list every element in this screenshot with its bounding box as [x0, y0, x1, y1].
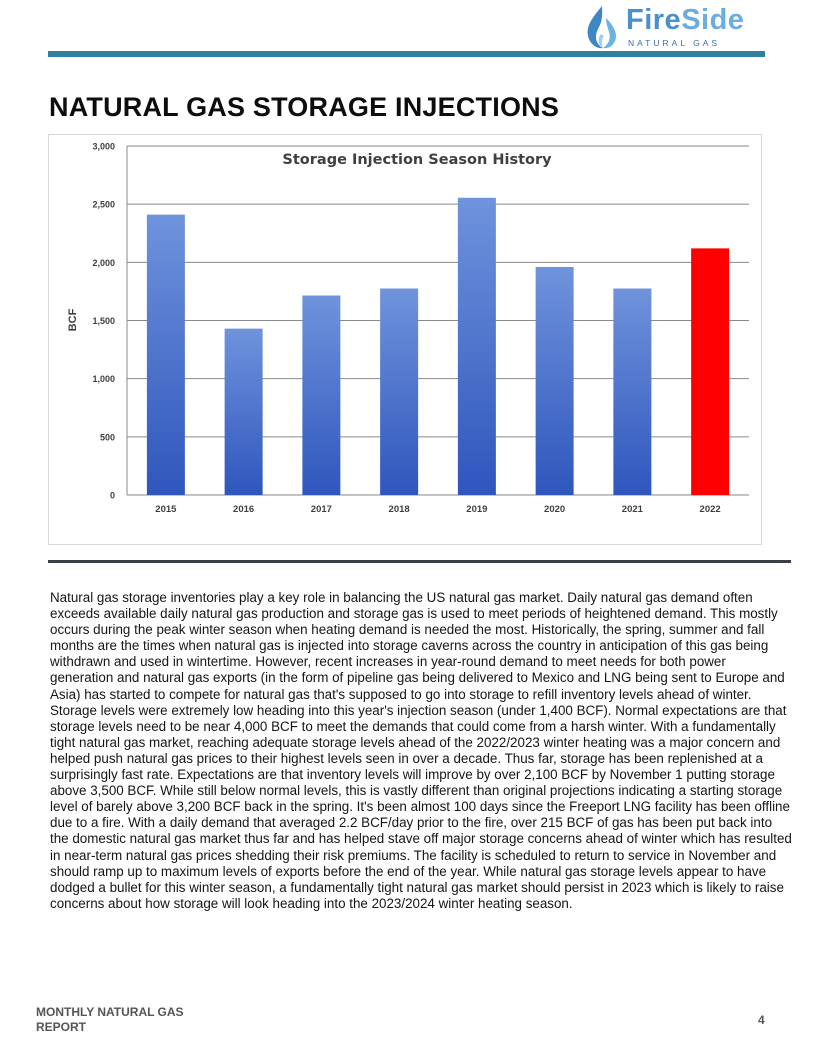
bar	[536, 267, 574, 495]
page-number: 4	[758, 1013, 765, 1027]
x-tick-label: 2015	[155, 504, 177, 515]
bar	[613, 289, 651, 495]
y-tick-label: 500	[99, 432, 115, 443]
logo-wordmark: FireSide	[626, 4, 745, 36]
x-tick-label: 2019	[466, 504, 488, 515]
y-tick-label: 1,500	[92, 316, 115, 326]
y-tick-label: 1,000	[92, 374, 115, 385]
logo-tagline: NATURAL GAS	[628, 38, 721, 48]
article-body: Natural gas storage inventories play a key role in balancing the US natural gas market. Daily natural gas demand often exceeds available daily natural gas production and storage gas is used to meet periods of heightened demand. This mostly occurs during the peak winter season when heating demand is needed the most. Historically, the spring, summer and fall months are the times when natural gas is injected into storage caverns across the country in anticipation of this gas being withdrawn and used in wintertime. However, recent increases in year-round demand to meet needs for both power generation and natural gas exports (in the form of pipeline gas being delivered to Mexico and LNG being sent to Europe and Asia) has started to compete for natural gas that's supposed to go into storage to refill inventory levels ahead of winter. Storage levels were extremely low heading into this year's injection season (under 1,400 BCF). Normal expectations are that storage levels need to be near 4,000 BCF to meet the demands that could come from a harsh winter. With a fundamentally tight natural gas market, reaching adequate storage levels ahead of the 2022/2023 winter heating was a major concern and helped push natural gas prices to their highest levels seen in over a decade. Thus far, storage has been replenished at a surprisingly fast rate. Expectations are that inventory levels will improve by over 2,100 BCF by November 1 putting storage above 3,500 BCF. While still below normal levels, this is vastly different than original projections indicating a starting storage level of barely above 3,200 BCF back in the spring. It's been almost 100 days since the Freeport LNG facility has been offline due to a fire. With a daily demand that averaged 2.2 BCF/day prior to the fire, over 215 BCF of gas has been put back into the domestic natural gas market thus far and has helped stave off major storage concerns ahead of winter which has resulted in near-term natural gas prices shedding their risk premiums. The facility is scheduled to return to service in November and should ramp up to maximum levels of exports before the end of the year. While natural gas storage levels appear to have dodged a bullet for this winter season, a fundamentally tight natural gas market should persist in 2023 which is likely to raise concerns about how storage will look heading into the 2023/2024 winter heating season.	[50, 590, 792, 911]
y-tick-label: 0	[109, 490, 115, 501]
bar	[147, 215, 185, 495]
header-divider	[48, 51, 765, 57]
chart-canvas	[49, 135, 761, 544]
bar	[302, 295, 340, 495]
chart-title: Storage Injection Season History	[282, 152, 552, 168]
x-tick-label: 2016	[233, 504, 255, 515]
bar	[691, 248, 729, 495]
bar	[458, 198, 496, 495]
y-axis-label: BCF	[67, 308, 79, 332]
fireside-logo	[582, 4, 772, 50]
storage-injection-chart	[48, 134, 762, 545]
y-tick-label: 2,000	[92, 257, 115, 268]
x-tick-label: 2017	[310, 504, 332, 515]
x-tick-label: 2022	[699, 504, 721, 515]
footer-report-label: MONTHLY NATURAL GAS REPORT	[36, 1005, 184, 1034]
bar	[225, 329, 263, 495]
x-tick-label: 2021	[621, 504, 643, 515]
page-title: NATURAL GAS STORAGE INJECTIONS	[49, 92, 560, 122]
x-tick-label: 2020	[544, 504, 566, 515]
flame-icon	[582, 4, 622, 50]
y-tick-label: 3,000	[92, 141, 115, 152]
bar	[380, 289, 418, 495]
x-tick-label: 2018	[388, 504, 410, 515]
section-divider	[48, 560, 791, 563]
y-tick-label: 2,500	[92, 199, 115, 210]
